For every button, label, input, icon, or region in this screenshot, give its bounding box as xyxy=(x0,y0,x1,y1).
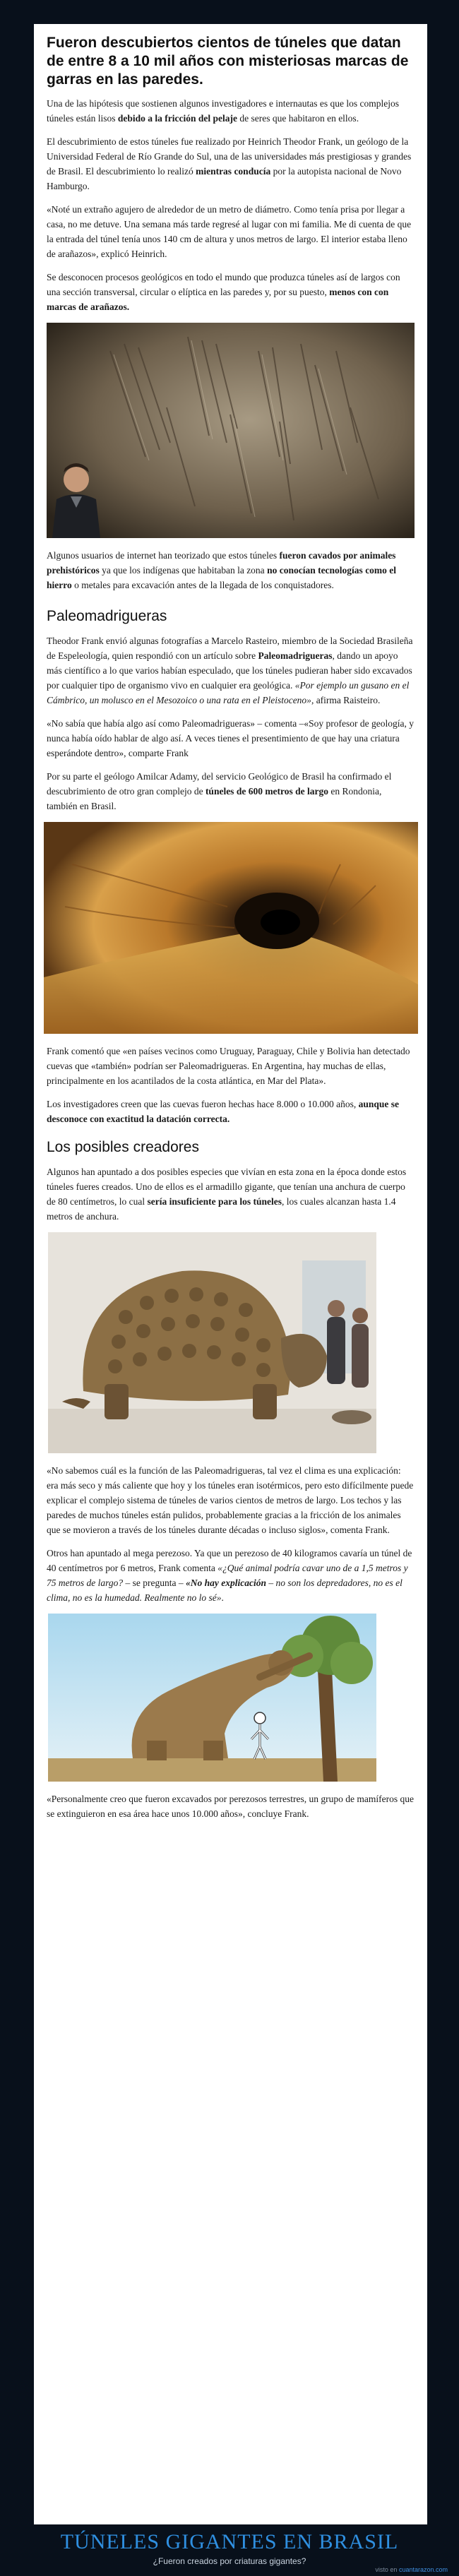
paragraph-frank-comment: «No sabía que había algo así como Paleomadrigueras» – comenta –«Soy profesor de geología, y nunca había oído hablar de algo así. A veces tienes el presentimiento de que hay una criatura esperándote dentro», comparte Frank xyxy=(47,718,414,758)
cave-scratches-photo xyxy=(47,323,415,538)
article-card xyxy=(34,24,427,2524)
paragraph-geology: Se desconocen procesos geológicos en todo el mundo que produzca túneles así de largos con una sección transversal, circular o elíptica en las paredes y, por su puesto, menos con con marcas de arañazos. xyxy=(47,272,400,312)
source-link[interactable]: cuantarazon.com xyxy=(398,2566,448,2573)
paragraph-prehistoric-animals: Algunos usuarios de internet han teorizado que estos túneles fueron cavados por animales prehistóricos ya que los indígenas que habitaban la zona no conocían tecnologías como el hierro o metales para excavación antes de la llegada de los conquistadores. xyxy=(47,550,397,590)
article-headline: Fueron descubiertos cientos de túneles que datan de entre 8 a 10 mil años con misteriosas marcas de garras en las paredes. xyxy=(47,35,409,88)
footer-banner xyxy=(0,2526,459,2576)
giant-sloth-illustration xyxy=(48,1614,376,1782)
paragraph-adamy: Por su parte el geólogo Amilcar Adamy, del servicio Geológico de Brasil ha confirmado el descubrimiento de otro gran complejo de túneles de 600 metros de largo en Rondonia, también en Brasil. xyxy=(47,771,392,811)
tunnel-photo xyxy=(44,822,418,1034)
source-credit: visto en cuantarazon.com xyxy=(375,2566,448,2573)
paragraph-dating: Los investigadores creen que las cuevas fueron hechas hace 8.000 o 10.000 años, aunque se desconoce con exactitud la datación correcta. xyxy=(47,1099,400,1124)
paragraph-neighboring-countries: Frank comentó que «en países vecinos como Uruguay, Paraguay, Chile y Bolivia han detectado cuevas que «también» podrían ser Paleomadrigueras. En Argentina, hay muchas de ellas, principalmente en los acantilados de la costa atlántica, en Mar del Plata». xyxy=(47,1046,410,1086)
paragraph-conclusion: «Personalmente creo que fueron excavados por perezosos terrestres, un grupo de mamíferos que se extinguieron en esa área hace unos 10.000 años», concluye Frank. xyxy=(47,1794,414,1819)
paragraph-mega-sloth: Otros han apuntado al mega perezoso. Ya que un perezoso de 40 kilogramos cavaría un túnel de 40 centímetros por 6 metros, Frank comenta «¿Qué animal podría cavar uno de a 1,5 metros y 75 metros de largo? – se pregunta – «No hay explicación – no son los depredadores, no es el clima, no es la humedad. Realmente no lo sé». xyxy=(47,1548,412,1603)
paragraph-friction: Una de las hipótesis que sostienen algunos investigadores e internautas es que los complejos túneles están lisos debido a la fricción del pelaje de seres que habitaron en ellos. xyxy=(47,98,400,124)
footer-subtitle: ¿Fueron creados por criaturas gigantes? xyxy=(153,2556,306,2566)
paragraph-frank-function: «No sabemos cuál es la función de las Paleomadrigueras, tal vez el clima es una explicación: era más seco y más caliente que hoy y los túneles eran isotérmicos, pero esto difícilmente puede explicar el complejo sistema de túneles de varios cientos de metros de largo. Los techos y las paredes de muchos túneles están pulidos, probablemente gracias a la fricción de los animales que se movieron a través de los túneles durante décadas o incluso siglos», comenta Frank. xyxy=(47,1465,414,1535)
giant-armadillo-photo xyxy=(48,1232,376,1453)
paragraph-quote-heinrich: «Noté un extraño agujero de alrededor de un metro de diámetro. Como tenía prisa por llegar a casa, no me detuve. Una semana más tarde regresé al lugar con mi familia. Me di cuenta de que la entrada del túnel tenía unos 140 cm de altura y unos metros de largo. El interior estaba lleno de arañazos», explicó Heinrich. xyxy=(47,204,412,259)
paragraph-armadillo: Algunos han apuntado a dos posibles especies que vivían en esta zona en la época donde estos túneles fueres creados. Uno de ellos es el armadillo gigante, que tenían una anchura de cuerpo de 80 centímetros, lo cual sería insuficiente para los túneles, los cuales alcanzan hasta 1.4 metros de anchura. xyxy=(47,1167,407,1222)
footer-title: TÚNELES GIGANTES EN BRASIL xyxy=(60,2530,399,2553)
paragraph-rasteiro: Theodor Frank envió algunas fotografías a Marcelo Rasteiro, miembro de la Sociedad Brasileña de Espeleología, quien respondió con un artículo sobre Paleomadrigueras, dando un apoyo más científico a lo que varios habían especulado, que los túneles pudieran haber sido excavados por cualquier tipo de organismo vivo en cualquier era geológica. «Por ejemplo un gusano en el Cámbrico, un molusco en el Mesozoico o una rata en el Pleistoceno», afirma Raisteiro. xyxy=(47,636,413,705)
section-title-creadores: Los posibles creadores xyxy=(47,1139,199,1155)
section-title-paleomadrigueras: Paleomadrigueras xyxy=(47,608,167,624)
paragraph-discovery: El descubrimiento de estos túneles fue realizado por Heinrich Theodor Frank, un geólogo de la Universidad Federal de Río Grande do Sul, una de las universidades más prestigiosas y grandes de Brasil. El descubrimiento lo realizó mientras conducía por la autopista nacional de Novo Hamburgo. xyxy=(47,136,412,191)
